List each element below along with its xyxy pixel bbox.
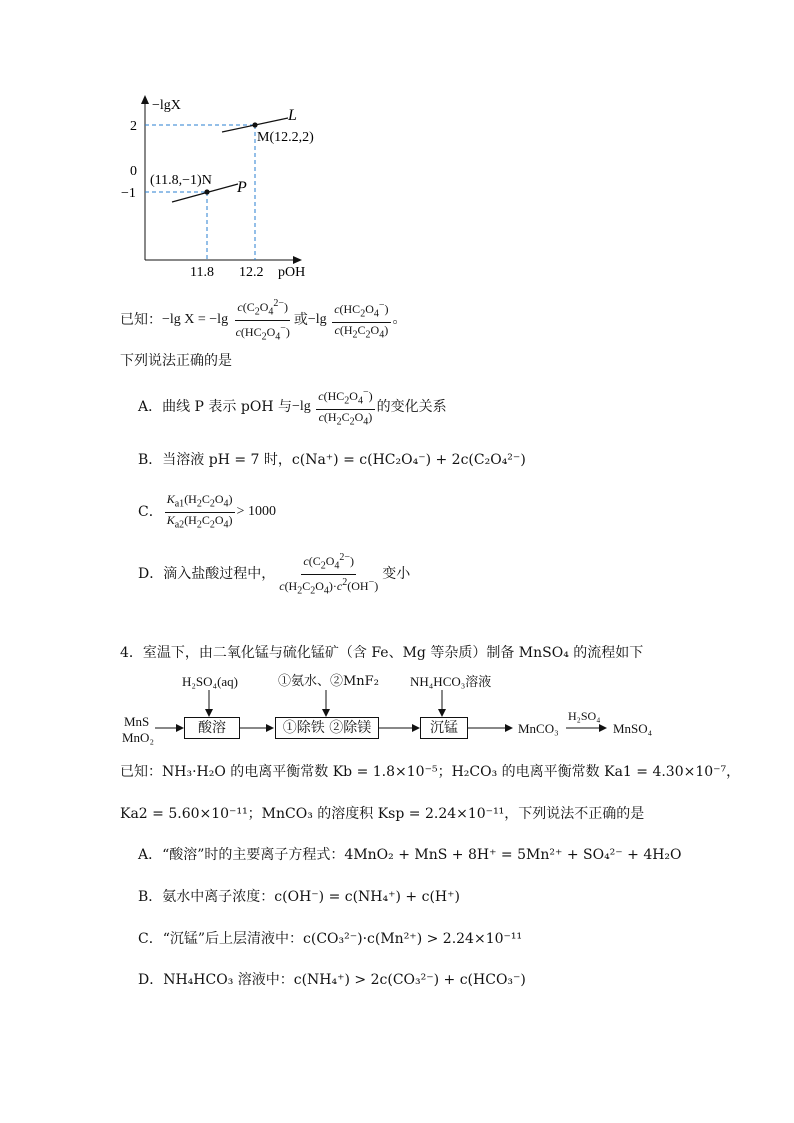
flow-reagent-4: H₂SO₄ [568,709,601,723]
flow-step-3: 沉锰 [420,717,468,739]
q3-known-or: 或 [293,312,308,328]
x-axis-arrow [293,256,302,264]
q3-known [120,300,407,340]
q3-option-d [138,552,410,596]
q3-option-c-suffix: > 1000 [236,504,276,519]
q3-option-a-formula: −lg $\frac{c(HC_2O_4^-)}{c(H_2C_2O_4)}$ [291,387,373,427]
q3-option-c-formula: $\frac{K_{a1}(H_2C_2O_4)}{K_{a2}(H_2C_2O_4)}$ [166,492,233,530]
q3-option-d-formula: $\frac{c(C_2O_4^{2-})}{c(H_2C_2O_4)\cdot c^2(OH^-)}$ [279,552,379,596]
q3-option-b: B．当溶液 pH = 7 时，c(Na⁺) = c(HC₂O₄⁻) + 2c(C₂O₄²⁻) [138,452,526,468]
flow-product-mnco3: MnCO₃ [518,721,559,736]
flow-step-2: ①除铁 ②除镁 [275,717,379,739]
line-L-label: L [288,107,297,124]
flow-reagent-2: ①氨水、②MnF₂ [278,674,379,689]
q4-flowchart [110,670,670,750]
q3-known-formula-visual-2: −lg $\frac{c(HC_2O_4^-)}{c(H_2C_2O_4)}$ 。 [307,300,407,340]
flow-step-1: 酸溶 [184,717,240,739]
q3-known-prefix: 已知： [120,312,162,328]
q3-option-d-suffix: 变小 [382,566,411,582]
q3-option-a-suffix: 的变化关系 [376,399,447,415]
q4-known-line1: 已知：NH₃·H₂O 的电离平衡常数 Kb = 1.8×10⁻⁵；H₂CO₃ 的电离平衡常数 Ka1 = 4.30×10⁻⁷， [120,764,741,780]
q4-stem: 4．室温下，由二氧化锰与硫化锰矿（含 Fe、Mg 等杂质）制备 MnSO₄ 的流程如下 [120,645,644,661]
flow-input-mno2: MnO₂ [122,730,154,745]
q3-option-c-prefix: C． [138,504,163,520]
flow-product-mnso4: MnSO₄ [613,721,653,736]
y-tick-neg1: −1 [121,186,136,201]
pOH-graph [110,90,340,285]
y-tick-2: 2 [130,119,137,134]
q4-option-a: A．“酸溶”时的主要离子方程式：4MnO₂ + MnS + 8H⁺ = 5Mn²⁺ + SO₄²⁻ + 4H₂O [138,847,682,863]
q3-option-a-prefix: A．曲线 P 表示 pOH 与 [138,399,292,415]
x-axis-label: pOH [278,265,306,280]
q3-option-d-prefix: D．滴入盐酸过程中， [138,566,276,582]
y-axis-arrow [141,95,149,104]
q3-option-a [138,385,447,429]
y-tick-0: 0 [130,164,137,179]
point-M [252,122,257,127]
point-N-label: (11.8,−1)N [150,173,212,188]
point-M-label: M(12.2,2) [257,130,314,145]
x-tick-11-8: 11.8 [190,265,214,280]
q4-option-d: D．NH₄HCO₃ 溶液中：c(NH₄⁺) > 2c(CO₃²⁻) + c(HCO₃⁻) [138,972,526,988]
flow-reagent-3: NH₄HCO₃溶液 [410,674,492,689]
q4-option-b: B．氨水中离子浓度：c(OH⁻) = c(NH₄⁺) + c(H⁺) [138,889,460,905]
line-P-label: P [237,179,247,196]
q4-known-line2: Ka2 = 5.60×10⁻¹¹；MnCO₃ 的溶度积 Ksp = 2.24×10⁻¹¹，下列说法不正确的是 [120,806,645,822]
q4-option-c: C．“沉锰”后上层清液中：c(CO₃²⁻)·c(Mn²⁺) > 2.24×10⁻¹¹ [138,931,523,947]
q3-option-c [138,490,276,534]
flow-input-mns: MnS [124,714,150,729]
x-tick-12-2: 12.2 [239,265,264,280]
q3-stem: 下列说法正确的是 [120,353,232,369]
q3-known-formula-visual: −lg X = −lg $\frac{c(C_2O_4^{2-})}{c(HC_2O_4^-)}$ [162,298,290,342]
flow-reagent-1: H₂SO₄(aq) [182,674,238,689]
point-N [204,189,209,194]
y-axis-label: −lgX [152,98,181,113]
